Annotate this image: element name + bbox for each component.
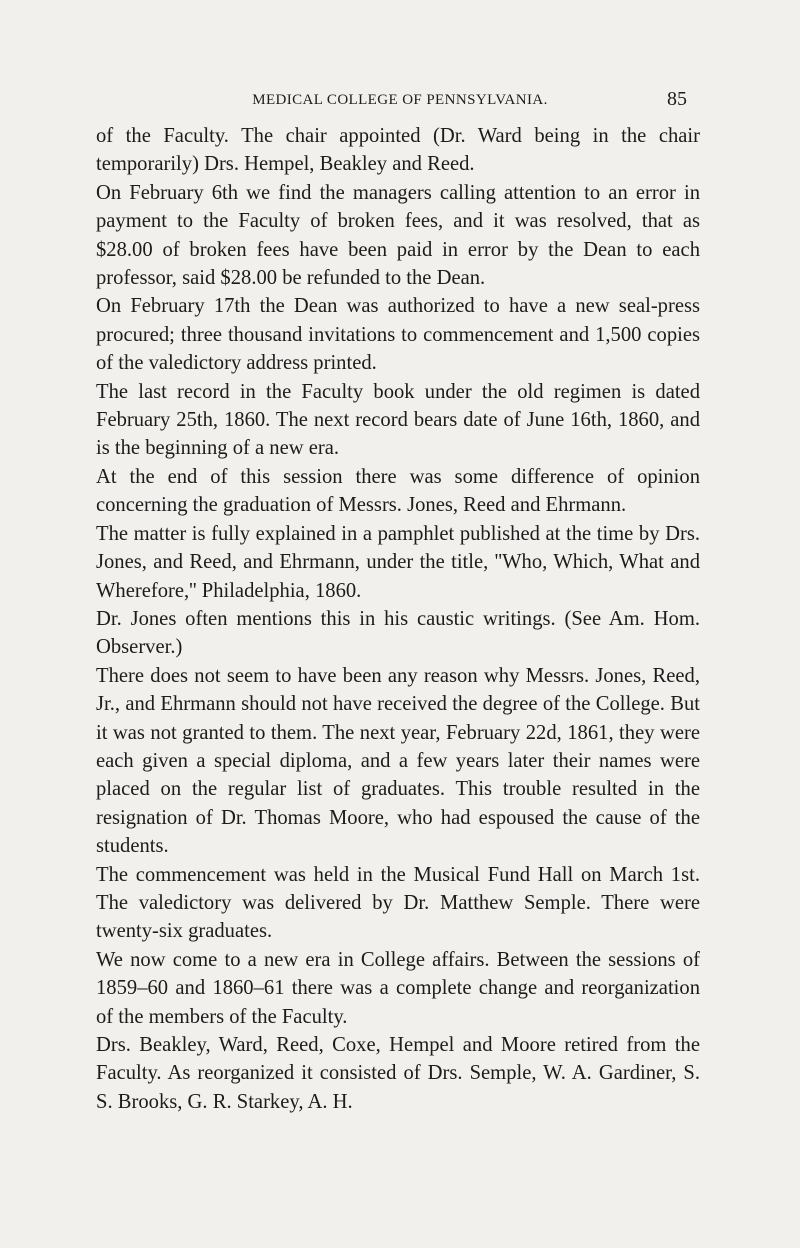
paragraph: On February 17th the Dean was authorized to have a new seal-press procured; three thousand invitations to commencement and 1,500 copies of the valedictory address printed. [96, 295, 700, 375]
paragraph: Dr. Jones often mentions this in his caustic writings. (See Am. Hom. Observer.) [96, 607, 700, 659]
paragraph: of the Faculty. The chair appointed (Dr. Ward being in the chair temporarily) Drs. Hempel, Beakley and Reed. [96, 125, 700, 176]
paragraph: There does not seem to have been any reason why Messrs. Jones, Reed, Jr., and Ehrmann should not have received the degree of the College. But it was not granted to them. The next year, February 22d, 1861, they were each given a special diploma, and a few years later their names were placed on the regular list of graduates. This trouble resulted in the resignation of Dr. Thomas Moore, who had espoused the cause of the students. [96, 664, 700, 858]
paragraph: At the end of this session there was some difference of opinion concerning the graduation of Messrs. Jones, Reed and Ehrmann. [96, 465, 700, 517]
paragraph: The commencement was held in the Musical Fund Hall on March 1st. The valedictory was delivered by Dr. Matthew Semple. There were twenty-six graduates. [96, 863, 700, 943]
body-text [96, 122, 700, 1116]
paragraph: Drs. Beakley, Ward, Reed, Coxe, Hempel and Moore retired from the Faculty. As reorganized it consisted of Drs. Semple, W. A. Gardiner, S. S. Brooks, G. R. Starkey, A. H. [96, 1034, 700, 1113]
paragraph: The last record in the Faculty book under the old regimen is dated February 25th, 1860. The next record bears date of June 16th, 1860, and is the beginning of a new era. [96, 380, 700, 460]
running-head: MEDICAL COLLEGE OF PENNSYLVANIA. [252, 92, 548, 108]
paragraph: The matter is fully explained in a pamphlet published at the time by Drs. Jones, and Reed, and Ehrmann, under the title, ''Who, Which, What and Wherefore,'' Philadelphia, 1860. [96, 522, 700, 602]
paragraph: On February 6th we find the managers calling attention to an error in payment to the Faculty of broken fees, and it was resolved, that as $28.00 of broken fees have been paid in error by the Dean to each professor, said $28.00 be refunded to the Dean. [96, 181, 700, 290]
page-number: 85 [667, 88, 687, 110]
paragraph: We now come to a new era in College affairs. Between the sessions of 1859–60 and 1860–61 there was a complete change and reorganization of the members of the Faculty. [96, 948, 700, 1028]
